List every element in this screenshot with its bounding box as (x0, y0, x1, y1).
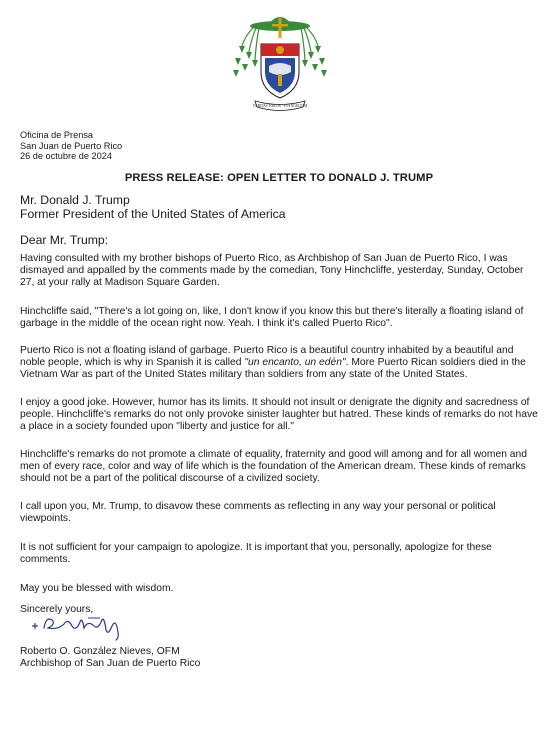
tassels-right (301, 28, 327, 77)
episcopal-coat-of-arms (225, 6, 335, 116)
salutation: Dear Mr. Trump: (20, 233, 109, 247)
addressee-name: Mr. Donald J. Trump (20, 193, 130, 207)
handwritten-signature (28, 606, 148, 642)
addressee-position: Former President of the United States of America (20, 207, 286, 221)
paragraph-3-text-b: . More Puerto Rican soldiers died in the Vietnam War as part of the United States military than soldiers from any state of the United States. (20, 357, 526, 381)
signer-name: Roberto O. González Nieves, OFM (20, 646, 180, 657)
paragraph-5: Hinchcliffe's remarks do not promote a climate of equality, fraternity and good will among and for all women and men of every race, color and way of life which is the foundation of the American dream. These kinds of remarks should not be a part of the political discourse of a civilized society. (20, 449, 527, 485)
shield (261, 44, 299, 98)
motto-ribbon (253, 101, 308, 111)
paragraph-4: I enjoy a good joke. However, humor has its limits. It should not insult or denigrate the dignity and sacredness of people. Hinchcliffe's remarks do not only provoke sinister laughter but hatred. These kinds of remarks do not have a place in a society founded upon "liberty and justice for all." (20, 397, 538, 433)
motto-text: VERITAS FORTIS · EVANGELIUM (252, 104, 308, 108)
closing: Sincerely yours, (20, 604, 94, 615)
paragraph-7: It is not sufficient for your campaign to apologize. It is important that you, personally, apologize for these comments. (20, 542, 492, 566)
paragraph-1: Having consulted with my brother bishops of Puerto Rico, as Archbishop of San Juan de Puerto Rico, I was dismayed and appalled by the comments made by the comedian, Tony Hinchcliffe, yesterday, Sunday, October 27, at your rally at Madison Square Garden. (20, 253, 524, 289)
signer-title: Archbishop of San Juan de Puerto Rico (20, 658, 201, 670)
paragraph-3-text-a: Puerto Rico is not a floating island of garbage. Puerto Rico is a beautiful country inhabited by a beautiful and noble people, which is why in Spanish it is called (20, 345, 514, 369)
tassels-left (233, 28, 259, 77)
galero-hat (250, 17, 310, 38)
signer-block (20, 646, 200, 670)
page-title: PRESS RELEASE: OPEN LETTER TO DONALD J. TRUMP (124, 172, 434, 184)
addressee-block (20, 193, 286, 221)
paragraph-3-italic: "un encanto, un edén" (244, 357, 346, 369)
office-city: San Juan de Puerto Rico (20, 140, 123, 151)
letter-date: 26 de octubre de 2024 (20, 151, 112, 161)
office-name: Oficina de Prensa (20, 130, 94, 140)
paragraph-3 (20, 345, 540, 382)
press-office-header (20, 130, 122, 162)
paragraph-2: Hinchcliffe said, "There's a lot going on, like, I don't know if you know this but there's literally a floating island of garbage in the middle of the ocean right now. Yeah. I think it's called Puerto Rico". (20, 306, 524, 330)
paragraph-8: May you be blessed with wisdom. (20, 583, 174, 594)
paragraph-6: I call upon you, Mr. Trump, to disavow these comments as reflecting in any way your personal or political viewpoints. (20, 501, 496, 525)
